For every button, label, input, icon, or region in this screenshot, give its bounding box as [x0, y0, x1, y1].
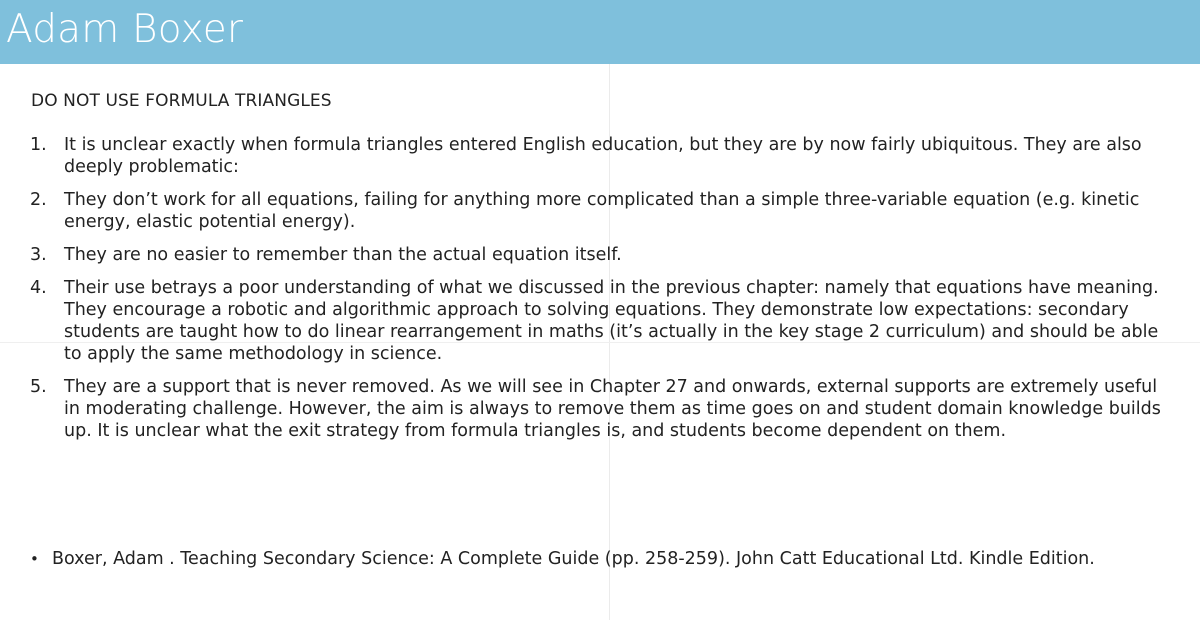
list-item-number: 3. — [30, 245, 47, 265]
reference-text: Boxer, Adam . Teaching Secondary Science: A Complete Guide (pp. 258-259). John Catt Educational Ltd. Kindle Edition. — [52, 549, 1095, 569]
list-item-text: Their use betrays a poor understanding of what we discussed in the previous chapter: namely that equations have meaning. They encourage a robotic and algorithmic approach to solving equations. They demonstrate low expectations: secondary students are taught how to do linear rearrangement in maths (it’s actually in the key stage 2 curriculum) and should be able to apply the same methodology in science. — [64, 278, 1159, 364]
reference-citation — [30, 548, 1095, 570]
slide-title: Adam Boxer — [6, 7, 244, 52]
list-item-text: They don’t work for all equations, failing for anything more complicated than a simple three-variable equation (e.g. kinetic energy, elastic potential energy). — [64, 190, 1140, 232]
list-item-number: 2. — [30, 190, 47, 210]
list-item-number: 5. — [30, 377, 47, 397]
list-item — [0, 244, 1200, 266]
list-item-number: 1. — [30, 135, 47, 155]
header-bar — [0, 0, 1200, 64]
list-item-text: It is unclear exactly when formula triangles entered English education, but they are by now fairly ubiquitous. They are also deeply problematic: — [64, 135, 1142, 177]
slide-content — [0, 64, 1200, 620]
list-item-text: They are a support that is never removed. As we will see in Chapter 27 and onwards, external supports are extremely useful in moderating challenge. However, the aim is always to remove them as time goes on and student domain knowledge builds up. It is unclear what the exit strategy from formula triangles is, and students become dependent on them. — [64, 377, 1161, 441]
numbered-list — [0, 134, 1200, 453]
list-item-text: They are no easier to remember than the actual equation itself. — [64, 245, 622, 265]
list-item-number: 4. — [30, 278, 47, 298]
list-item — [0, 134, 1200, 178]
bullet-icon: • — [30, 550, 39, 568]
list-item — [0, 189, 1200, 233]
list-item — [0, 376, 1200, 442]
section-heading: DO NOT USE FORMULA TRIANGLES — [31, 91, 332, 111]
list-item — [0, 277, 1200, 365]
